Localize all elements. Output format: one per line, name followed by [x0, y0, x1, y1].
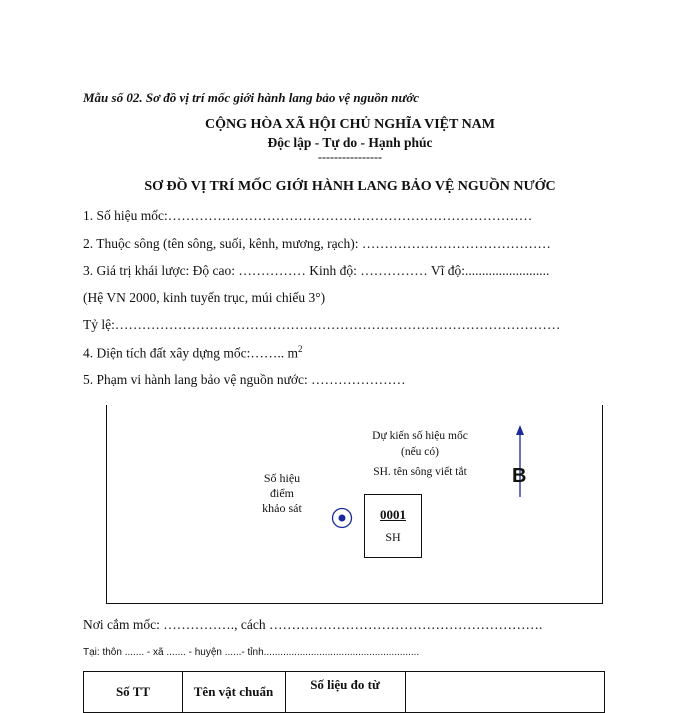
marker-code: 0001 [380, 507, 406, 522]
table-header-name: Tên vật chuẩn [193, 684, 274, 699]
river-abbreviation-note: SH. tên sông viết tắt [373, 466, 467, 478]
expected-marker-label: Dự kiến số hiệu mốc [372, 430, 468, 442]
form-label: Mẫu số 02. Sơ đồ vị trí mốc giới hành lang bảo vệ nguồn nước [83, 90, 420, 105]
survey-point-label: Số hiệu điểm khảo sát [262, 471, 302, 515]
field-coordinates: 3. Giá trị khái lược: Độ cao: …………… Kinh độ: …………… Vĩ độ:......................... [83, 263, 550, 278]
nation-header: CỘNG HÒA XÃ HỘI CHỦ NGHĨA VIỆT NAM [204, 117, 495, 132]
field-area-text: 4. Diện tích đất xây dựng mốc:…….. m [83, 345, 299, 361]
divider: ---------------- [318, 150, 382, 164]
measurement-table [83, 671, 605, 713]
field-corridor: 5. Phạm vi hành lang bảo vệ nguồn nước: ………………… [83, 372, 406, 387]
field-coordinate-system: (Hệ VN 2000, kinh tuyến trục, múi chiếu 3°) [83, 290, 326, 305]
table-header-data: Số liệu đo từ [310, 677, 380, 692]
north-letter: B [512, 465, 527, 487]
field-river: 2. Thuộc sông (tên sông, suối, kênh, mương, rạch): …………………………………… [83, 236, 551, 251]
field-area-unit-sup: 2 [298, 344, 303, 354]
table-header-no: Số TT [115, 684, 151, 699]
field-area [83, 344, 303, 362]
field-scale: Tỷ lệ:……………………………………………………………………………………… [83, 317, 561, 332]
document-title: SƠ ĐỒ VỊ TRÍ MỐC GIỚI HÀNH LANG BẢO VỆ NGUỒN NƯỚC [144, 179, 556, 194]
field-marker-number: 1. Số hiệu mốc:……………………………………………………………………… [83, 208, 533, 223]
marker-box [364, 494, 422, 558]
location-line: Tại: thôn ....... - xã ....... - huyện ......- tỉnh........................................................ [83, 647, 420, 658]
target-circle-icon [331, 507, 353, 529]
marker-abbreviation: SH [385, 530, 401, 544]
motto: Độc lập - Tự do - Hạnh phúc [267, 135, 433, 150]
expected-marker-note: (nếu có) [401, 446, 439, 458]
placement-line: Nơi cắm mốc: ……………., cách ……………………………………………………. [83, 617, 543, 632]
